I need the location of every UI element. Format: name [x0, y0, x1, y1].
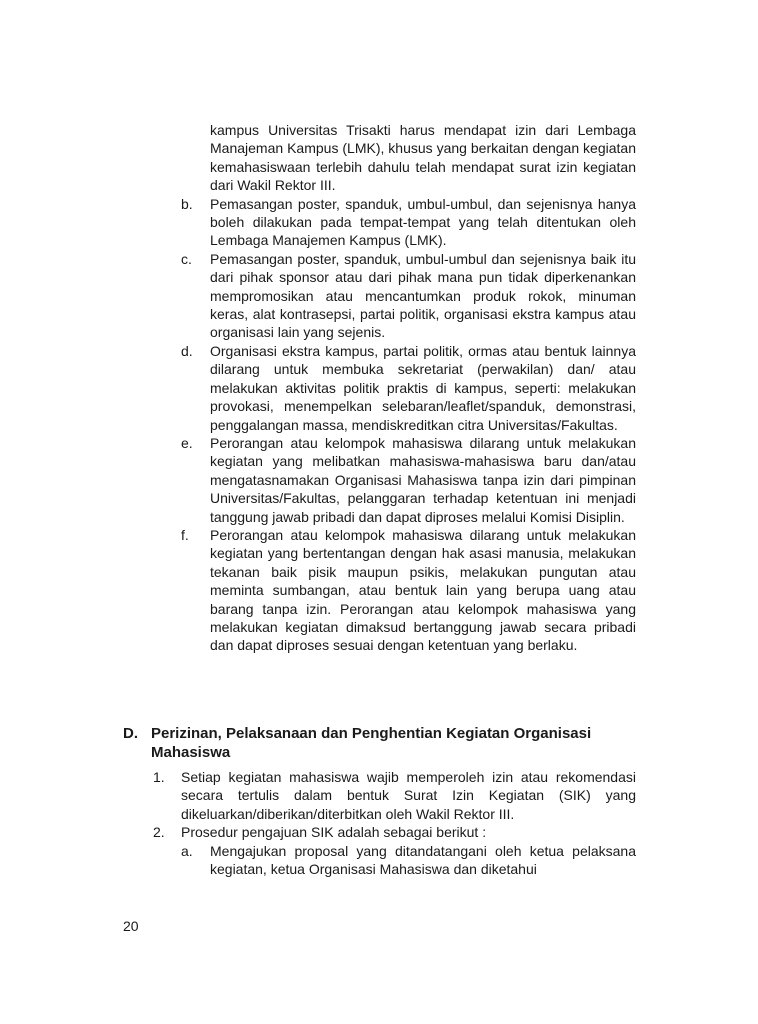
list-item-text: Setiap kegiatan mahasiswa wajib memperoleh izin atau rekomendasi secara tertulis dalam bentuk Surat Izin Kegiatan (SIK) yang dikeluarkan/diberikan/diterbitkan oleh Wakil Rektor III. — [181, 769, 636, 822]
list-item-b — [0, 195, 758, 250]
list-item-text: Mengajukan proposal yang ditandatangani oleh ketua pelaksana kegiatan, ketua Organisasi Mahasiswa dan diketahui — [210, 842, 636, 878]
list-marker: f. — [181, 526, 189, 543]
section-title: Perizinan, Pelaksanaan dan Penghentian Kegiatan Organisasi Mahasiswa — [151, 725, 592, 761]
list-item-text: Pemasangan poster, spanduk, umbul-umbul dan sejenisnya baik itu dari pihak sponsor atau dari pihak mana pun tidak diperkenankan mempromosikan atau mencantumkan produk rokok, minuman keras, alat kontrasepsi, partai politik, organisasi ekstra kampus atau organisasi lain yang sejenis. — [210, 250, 636, 341]
list-item-e — [0, 434, 758, 526]
list-marker: 2. — [153, 824, 165, 841]
list-marker: c. — [181, 250, 192, 267]
page-number: 20 — [123, 918, 139, 934]
list-item-f — [0, 526, 758, 655]
list-marker: a. — [181, 842, 193, 859]
list-item-c — [0, 250, 758, 342]
numbered-item-2 — [0, 823, 758, 841]
list-item-text: Organisasi ekstra kampus, partai politik, ormas atau bentuk lainnya dilarang untuk membuka sekretariat (perwakilan) dan/ atau melakukan aktivitas politik praktis di kampus, seperti: melakukan provokasi, menempelkan selebaran/leaflet/spanduk, demonstrasi, penggalangan massa, mendiskreditkan citra Universitas/Fakultas. — [210, 342, 636, 433]
rules-list — [0, 121, 758, 655]
list-marker: e. — [181, 434, 193, 451]
list-item-text: kampus Universitas Trisakti harus mendapat izin dari Lembaga Manajeman Kampus (LMK), khusus yang berkaitan dengan kegiatan kemahasiswaan terlebih dahulu telah mendapat surat izin kegiatan dari Wakil Rektor III. — [210, 122, 636, 194]
list-item-continuation — [0, 121, 758, 195]
numbered-item-1 — [0, 768, 758, 823]
section-heading — [0, 724, 758, 762]
list-item-text: Perorangan atau kelompok mahasiswa dilarang untuk melakukan kegiatan yang melibatkan mahasiswa-mahasiswa baru dan/atau mengatasnamakan Organisasi Mahasiswa tanpa izin dari pimpinan Universitas/Fakultas, pelanggaran terhadap ketentuan ini menjadi tanggung jawab pribadi dan dapat diproses melalui Komisi Disiplin. — [210, 434, 636, 525]
section-marker: D. — [123, 725, 138, 742]
list-item-a — [0, 842, 758, 879]
list-marker: d. — [181, 342, 193, 359]
list-marker: 1. — [153, 769, 165, 785]
list-item-d — [0, 342, 758, 434]
list-item-text: Prosedur pengajuan SIK adalah sebagai berikut : — [181, 824, 487, 841]
section-d — [0, 724, 758, 878]
list-marker: b. — [181, 195, 193, 212]
list-item-text: Perorangan atau kelompok mahasiswa dilarang untuk melakukan kegiatan yang bertentangan dengan hak asasi manusia, melakukan tekanan baik pisik maupun psikis, melakukan pungutan atau meminta sumbangan, atau bentuk lain yang berupa uang atau barang tanpa izin. Perorangan atau kelompok mahasiswa yang melakukan kegiatan dimaksud bertanggung jawab secara pribadi dan dapat diproses sesuai dengan ketentuan yang berlaku. — [210, 526, 636, 654]
list-item-text: Pemasangan poster, spanduk, umbul-umbul, dan sejenisnya hanya boleh dilakukan pada tempat-tempat yang telah ditentukan oleh Lembaga Manajemen Kampus (LMK). — [210, 195, 636, 249]
